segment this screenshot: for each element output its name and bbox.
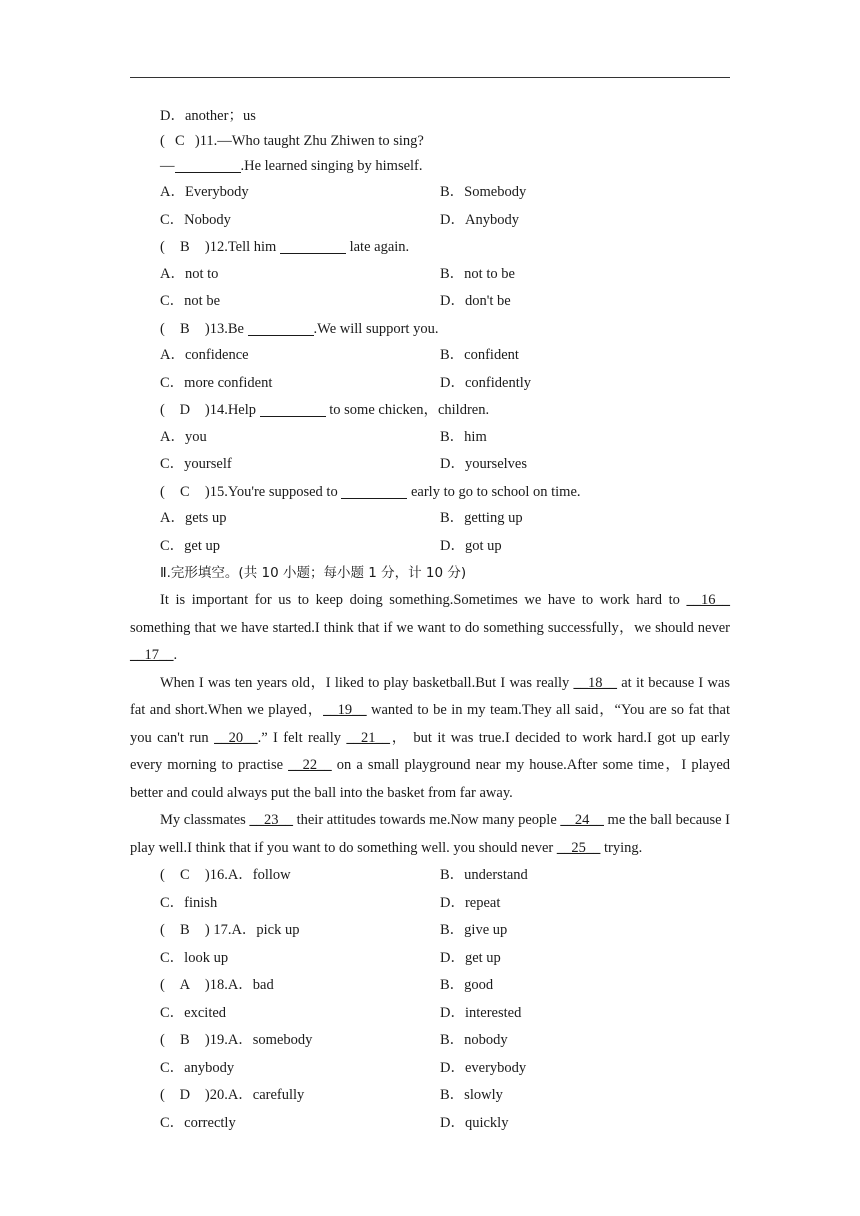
question-number: 15. <box>209 483 228 500</box>
options-row <box>130 342 730 370</box>
option-d: D．quickly <box>440 1114 509 1131</box>
question-17-left: ( B ) 17.A．pick up <box>160 917 440 945</box>
question-text: .He learned singing by himself. <box>240 158 423 174</box>
question-text: .We will support you. <box>313 320 439 337</box>
question-text: —Who taught Zhu Zhiwen to sing? <box>217 133 424 149</box>
blank[interactable] <box>341 486 407 499</box>
question-19 <box>130 1027 730 1055</box>
option-b: B．Somebody <box>440 184 527 200</box>
options-row <box>130 533 730 561</box>
option-a: A．somebody <box>227 1032 313 1048</box>
blank[interactable] <box>248 323 314 336</box>
option-a: A．carefully <box>227 1087 305 1103</box>
options-row <box>130 261 730 289</box>
answer-13: B <box>180 320 190 337</box>
option-c: C．yourself <box>160 456 232 472</box>
option-a: A．gets up <box>160 510 227 526</box>
options-row <box>130 1110 730 1138</box>
options-row <box>130 370 730 398</box>
blank-19[interactable]: __19__ <box>323 702 367 718</box>
passage-paragraph-1 <box>130 587 730 670</box>
option-a: A．pick up <box>231 922 300 938</box>
passage-text: . <box>173 647 178 663</box>
option-d-q10: D．another；us <box>160 108 256 124</box>
question-15: ( C )15.You're supposed to early to go to school on time. <box>130 479 730 506</box>
option-d: D．got up <box>440 537 502 554</box>
question-18-left: ( A )18.A．bad <box>160 972 440 1000</box>
passage-paragraph-2 <box>130 670 730 808</box>
option-a: A．bad <box>227 977 274 993</box>
passage-text: ， but it was true.I decided to work hard.I got up early every morning to practise <box>130 729 731 773</box>
option-a: A．follow <box>227 867 291 883</box>
blank-18[interactable]: __18__ <box>573 674 617 691</box>
option-d: D．repeat <box>440 894 501 911</box>
passage-text: their attitudes towards me.Now many people <box>292 812 561 828</box>
option-c: C．get up <box>160 537 221 554</box>
option-c: C．Nobody <box>160 211 231 228</box>
question-18 <box>130 972 730 1000</box>
option-b: B．him <box>440 428 487 445</box>
passage-text: wanted to be in my team.They all said，“You are so fat that you can't run <box>130 702 730 746</box>
options-row <box>130 288 730 316</box>
blank-17[interactable]: __17__ <box>130 647 174 663</box>
question-number: 13. <box>209 320 228 337</box>
blank-16[interactable]: __16__ <box>686 592 730 608</box>
question-16-left: ( C )16.A．follow <box>160 862 440 890</box>
passage-text: at it because I was fat and short.When we played， <box>130 674 730 718</box>
option-b: B．understand <box>440 867 528 883</box>
option-a: A．confidence <box>160 347 249 363</box>
option-b: B．getting up <box>440 510 523 526</box>
passage-text: My classmates <box>160 812 250 828</box>
question-number: 19. <box>209 1032 228 1048</box>
blank[interactable] <box>260 404 326 417</box>
blank-22[interactable]: __22__ <box>288 757 332 773</box>
passage-text: It is important for us to keep doing something.Sometimes we have to work hard to <box>160 592 687 608</box>
option-b: B．nobody <box>440 1032 508 1048</box>
question-16 <box>130 862 730 890</box>
option-c: C．more confident <box>160 374 273 391</box>
options-row <box>130 451 730 479</box>
option-c: C．anybody <box>160 1059 235 1076</box>
option-d: D．get up <box>440 949 501 966</box>
question-text: early to go to school on time. <box>407 483 581 500</box>
question-12: ( B )12.Tell him late again. <box>130 234 730 261</box>
options-row <box>130 424 730 452</box>
question-text: Tell him <box>227 239 280 255</box>
passage-paragraph-3 <box>130 807 730 862</box>
options-row <box>130 1000 730 1028</box>
option-d: D．interested <box>440 1004 522 1021</box>
question-19-left: ( B )19.A．somebody <box>160 1027 440 1055</box>
answer-12: B <box>180 239 190 255</box>
option-c: C．look up <box>160 949 229 966</box>
option-d: D．everybody <box>440 1059 527 1076</box>
question-20-left: ( D )20.A．carefully <box>160 1082 440 1110</box>
options-row <box>130 945 730 973</box>
blank[interactable] <box>280 241 346 254</box>
blank-25[interactable]: __25__ <box>556 839 601 856</box>
option-c: C．not be <box>160 293 221 309</box>
question-number: 14. <box>209 402 228 418</box>
question-number: 11. <box>199 133 218 149</box>
blank-20[interactable]: __20__ <box>214 729 258 746</box>
question-number: 20. <box>209 1087 228 1103</box>
question-number: 17. <box>209 922 232 938</box>
blank-24[interactable]: __24__ <box>560 812 604 828</box>
option-b: B．slowly <box>440 1087 503 1103</box>
option-a: A．Everybody <box>160 184 249 200</box>
question-text: late again. <box>345 239 410 255</box>
question-11: ( C )11.—Who taught Zhu Zhiwen to sing? <box>130 129 730 154</box>
answer-20: D <box>179 1087 191 1103</box>
dash: — <box>160 158 175 174</box>
options-row <box>130 179 730 207</box>
options-row <box>130 890 730 918</box>
question-text: You're supposed to <box>227 483 342 500</box>
options-row <box>130 1055 730 1083</box>
question-20 <box>130 1082 730 1110</box>
answer-15: C <box>180 483 190 500</box>
blank[interactable] <box>175 160 241 173</box>
answer-16: C <box>180 867 190 883</box>
answer-11: C <box>175 133 185 149</box>
answer-14: D <box>179 402 191 418</box>
option-c: C．correctly <box>160 1114 236 1131</box>
question-number: 16. <box>209 867 228 883</box>
passage-text: When I was ten years old，I liked to play basketball.But I was really <box>160 674 574 691</box>
answer-18: A <box>179 977 191 993</box>
section-2-heading: Ⅱ.完形填空。(共 10 小题；每小题 1 分，计 10 分) <box>160 565 467 581</box>
worksheet-content <box>130 104 730 1137</box>
option-d: D．Anybody <box>440 211 519 228</box>
option-b: B．give up <box>440 922 508 938</box>
option-d: D．don't be <box>440 293 511 309</box>
question-text: to some chicken，children. <box>325 402 490 418</box>
options-row <box>130 207 730 235</box>
option-d: D．confidently <box>440 374 532 391</box>
question-text: Be <box>227 320 248 337</box>
question-number: 18. <box>209 977 228 993</box>
passage-text: on a small playground near my house.After some time，I played better and could always put the ball into the basket from far away. <box>130 757 731 801</box>
question-13: ( B )13.Be .We will support you. <box>130 316 730 343</box>
passage-text: trying. <box>600 839 643 856</box>
cloze-passage <box>130 587 730 862</box>
question-17 <box>130 917 730 945</box>
header-rule <box>130 77 730 78</box>
passage-text: something that we have started.I think that if we want to do something successfully，we should never <box>130 619 730 636</box>
option-b: B．confident <box>440 347 519 363</box>
passage-text: me the ball because I play well.I think that if you want to do something well. you should never <box>130 812 731 856</box>
question-text: Help <box>227 402 260 418</box>
option-d: D．yourselves <box>440 456 527 472</box>
question-14: ( D )14.Help to some chicken，children. <box>130 397 730 424</box>
option-c: C．excited <box>160 1004 227 1021</box>
option-a: A．you <box>160 428 207 445</box>
option-b: B．not to be <box>440 265 515 282</box>
question-11-line2 <box>130 154 730 179</box>
option-a: A．not to <box>160 265 219 282</box>
blank-21[interactable]: __21__ <box>346 729 390 746</box>
blank-23[interactable]: __23__ <box>249 812 293 828</box>
option-c: C．finish <box>160 894 218 911</box>
passage-text: .” I felt really <box>257 729 347 746</box>
question-number: 12. <box>209 239 228 255</box>
answer-17: B <box>180 922 190 938</box>
options-row <box>130 505 730 533</box>
option-b: B．good <box>440 977 494 993</box>
answer-19: B <box>180 1032 190 1048</box>
